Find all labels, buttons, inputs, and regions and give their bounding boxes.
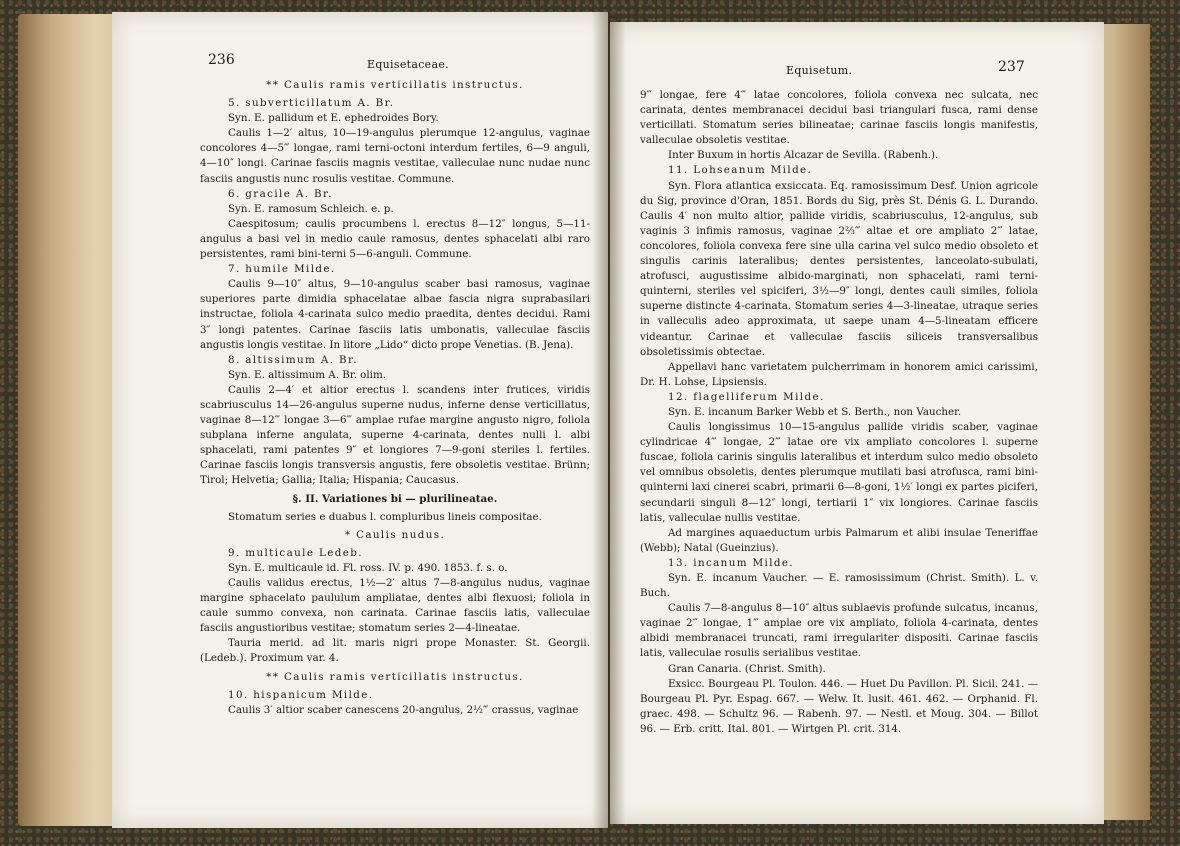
description-paragraph: Caulis validus erectus, 1½—2′ altus 7—8-angulus nudus, vaginae margine sphacelato paululum ampliatae, dentes albi flexuosi; foliola in caule summo convexa, non carinata. Carinae fasciis latis, valleculae fasciis angustioribus vestitae; stomatum series 2—4-lineatae. <box>200 577 590 635</box>
locality-line: Inter Buxum in hortis Alcazar de Sevilla. (Rabenh.). <box>668 149 939 162</box>
description-paragraph: Appellavi hanc varietatem pulcherrimam in honorem amici carissimi, Dr. H. Lohse, Lipsiensis. <box>640 360 1038 388</box>
right-page <box>610 22 1104 824</box>
right-page-text <box>640 88 1038 737</box>
variety-heading: 12. flagelliferum Milde. <box>668 390 825 403</box>
variety-heading: 6. gracile A. Br. <box>228 187 333 200</box>
left-page <box>112 12 608 828</box>
book-gutter <box>592 12 626 828</box>
description-paragraph: Caulis 9—10″ altus, 9—10-angulus scaber basi ramosus, vaginae superiores parte dimidia sphacelatae albae fascia nigra suprabasilari instructae, foliola 4-carinata sulco medio praedita, dentes decidui. Rami 3″ longi patentes. Carinae fasciis latis umbonatis, valleculae fasciis angustis longis vestitae. In litore „Lido“ dicto prope Venetias. (B. Jena). <box>200 278 590 351</box>
variety-heading: 7. humile Milde. <box>228 263 336 276</box>
synonym-line: Syn. E. ramosum Schleich. e. p. <box>228 202 394 215</box>
locality-line: Ad margines aquaeductum urbis Palmarum et alibi insulae Teneriffae (Webb); Natal (Gueinzius). <box>640 526 1038 554</box>
variety-heading: 8. altissimum A. Br. <box>228 353 358 366</box>
description-paragraph: Caulis longissimus 10—15-angulus pallide viridis scaber, vaginae cylindricae 4‴ longae, 2‴ latae ore vix ampliato concolores l. superne fuscae, foliola carinis singulis lateralibus et interdum sulco medio obsoleto vel omnibus obsoletis, dentes plerumque mutilati basi atrofusca, rami bini-quinterni laxi cinerei scabri, primarii 6—8-goni, 1½′ longi ex partes piciferi, secundarii singuli 8—12″ longi, tertiarii 1″ vix longiores. Carinae fasciis latis, valleculae nullis vestitae. <box>640 421 1038 524</box>
description-paragraph: Caulis 2—4′ et altior erectus l. scandens inter frutices, viridis scabriusculus 14—26-angulus superne nudus, inferne dense verticillatus, vaginae 8—12‴ longae 3—6‴ amplae rufae margine angusto nigro, foliola subplana inferne angulata, superne 4-carinata, dentes nulli l. albi sphacelati, rami patentes 9″ et longiores 7—9-goni steriles l. fertiles. Carinae fasciis longis transversis angustis, fere obsoletis vestitae. Brünn; Tirol; Helvetia; Gallia; Italia; Hispania; Caucasus. <box>200 383 590 487</box>
variety-heading: 5. subverticillatum A. Br. <box>228 97 395 110</box>
variety-heading: 13. incanum Milde. <box>668 556 795 569</box>
synonym-line: Syn. E. multicaule id. Fl. ross. IV. p. 490. 1853. f. s. o. <box>228 561 508 574</box>
description-paragraph: Syn. Flora atlantica exsiccata. Eq. ramosissimum Desf. Union agricole du Sig, province d'Oran, 1851. Bords du Sig, près St. Dénis G. L. Durando. Caulis 4′ non multo altior, pallide viridis, scabriusculus, 12-angulus, sub vaginis 3 infimis ramosus, vaginae 2⅔‴ altae et ore ampliato 2‴ latae, concolores, foliola convexa fere sine ulla carina vel sulco medio obsoleto et singulis carinis lateralibus; dentes persistentes, lanceolato-subulati, atrofusci, augustissime albido-marginati, non sphacelati, rami terni-quinterni, steriles vel spiciferi, 3½—9″ longi, dentes cauli similes, foliola superne distincte 4-carinata. Stomatum series 4—3-lineatae, utraque series in valleculis adeo approximata, ut saepe unam 4—5-lineatam efficere videantur. Carinae et valleculae fasciis siliceis transversalibus obsoletissimis obtectae. <box>640 179 1038 358</box>
synonym-line: Syn. E. pallidum et E. ephedroides Bory. <box>228 112 439 125</box>
description-paragraph: Caespitosum; caulis procumbens l. erectus 8—12″ longus, 5—11-angulus a basi vel in medio caule ramosus, dentes sphacelati albi raro persistentes, rami bini-terni 5—6-anguli. Commune. <box>200 217 590 261</box>
running-head-left: Equisetaceae. <box>367 58 449 71</box>
synonym-line: Syn. E. incanum Barker Webb et S. Berth., non Vaucher. <box>668 405 962 418</box>
synonym-line: Syn. E. incanum Vaucher. — E. ramosissimum (Christ. Smith). L. v. Buch. <box>640 572 1038 600</box>
section-heading: ** Caulis ramis verticillatis instructus. <box>266 79 524 91</box>
page-number-right: 237 <box>998 59 1025 75</box>
description-paragraph: Stomatum series e duabus l. compluribus lineis compositae. <box>228 510 542 523</box>
section-heading: §. II. Variationes bi — plurilineatae. <box>292 492 498 505</box>
description-paragraph: Caulis 3′ altior scaber canescens 20-angulus, 2½‴ crassus, vaginae <box>228 703 579 716</box>
description-paragraph: Tauria merid. ad lit. maris nigri prope Monaster. St. Georgii. (Ledeb.). Proximum var. 4. <box>200 637 590 665</box>
description-paragraph: Caulis 7—8-angulus 8—10″ altus sublaevis profunde sulcatus, incanus, vaginae 2‴ longae, 1‴ amplae ore vix ampliato, foliola 4-carinata, dentes albidi membranacei truncati, rami irregulariter dispositi. Carinae fasciis latis, valleculae rosulis serialibus vestitae. <box>640 602 1038 660</box>
section-heading: ** Caulis ramis verticillatis instructus. <box>266 670 524 683</box>
locality-line: Gran Canaria. (Christ. Smith). <box>668 662 826 675</box>
variety-heading: 11. Lohseanum Milde. <box>668 164 813 177</box>
running-head-right: Equisetum. <box>786 64 853 77</box>
section-heading: * Caulis nudus. <box>344 528 446 541</box>
page-number-left: 236 <box>208 52 235 68</box>
variety-heading: 9. multicaule Ledeb. <box>228 546 363 559</box>
synonym-line: Syn. E. altissimum A. Br. olim. <box>228 368 386 381</box>
description-paragraph: 9‴ longae, fere 4‴ latae concolores, foliola convexa nec sulcata, nec carinata, dentes membranacei decidui basi triangulari fusca, rami dense verticillati. Stomatum series bilineatae; carinae fasciis longis manifestis, valleculae obsoletis vestitae. <box>640 89 1038 147</box>
exsiccatae-paragraph: Exsicc. Bourgeau Pl. Toulon. 446. — Huet Du Pavillon. Pl. Sicil. 241. — Bourgeau Pl. Pyr. Espag. 667. — Welw. It. lusit. 461. 462. — Orphanid. Fl. graec. 498. — Schultz 96. — Rabenh. 97. — Nestl. et Moug. 304. — Billot 96. — Erb. critt. Ital. 801. — Wirtgen Pl. crit. 314. <box>640 677 1038 735</box>
description-paragraph: Caulis 1—2′ altus, 10—19-angulus plerumque 12-angulus, vaginae concolores 4—5‴ longae, rami terni-octoni interdum fertiles, 6—9 anguli, 4—10″ longi. Carinae fasciis magnis vestitae, valleculae nunc nudae nunc fasciis angustis nunc rosulis vestitae. Commune. <box>200 127 590 185</box>
variety-heading: 10. hispanicum Milde. <box>228 688 374 701</box>
left-page-text <box>200 75 590 718</box>
